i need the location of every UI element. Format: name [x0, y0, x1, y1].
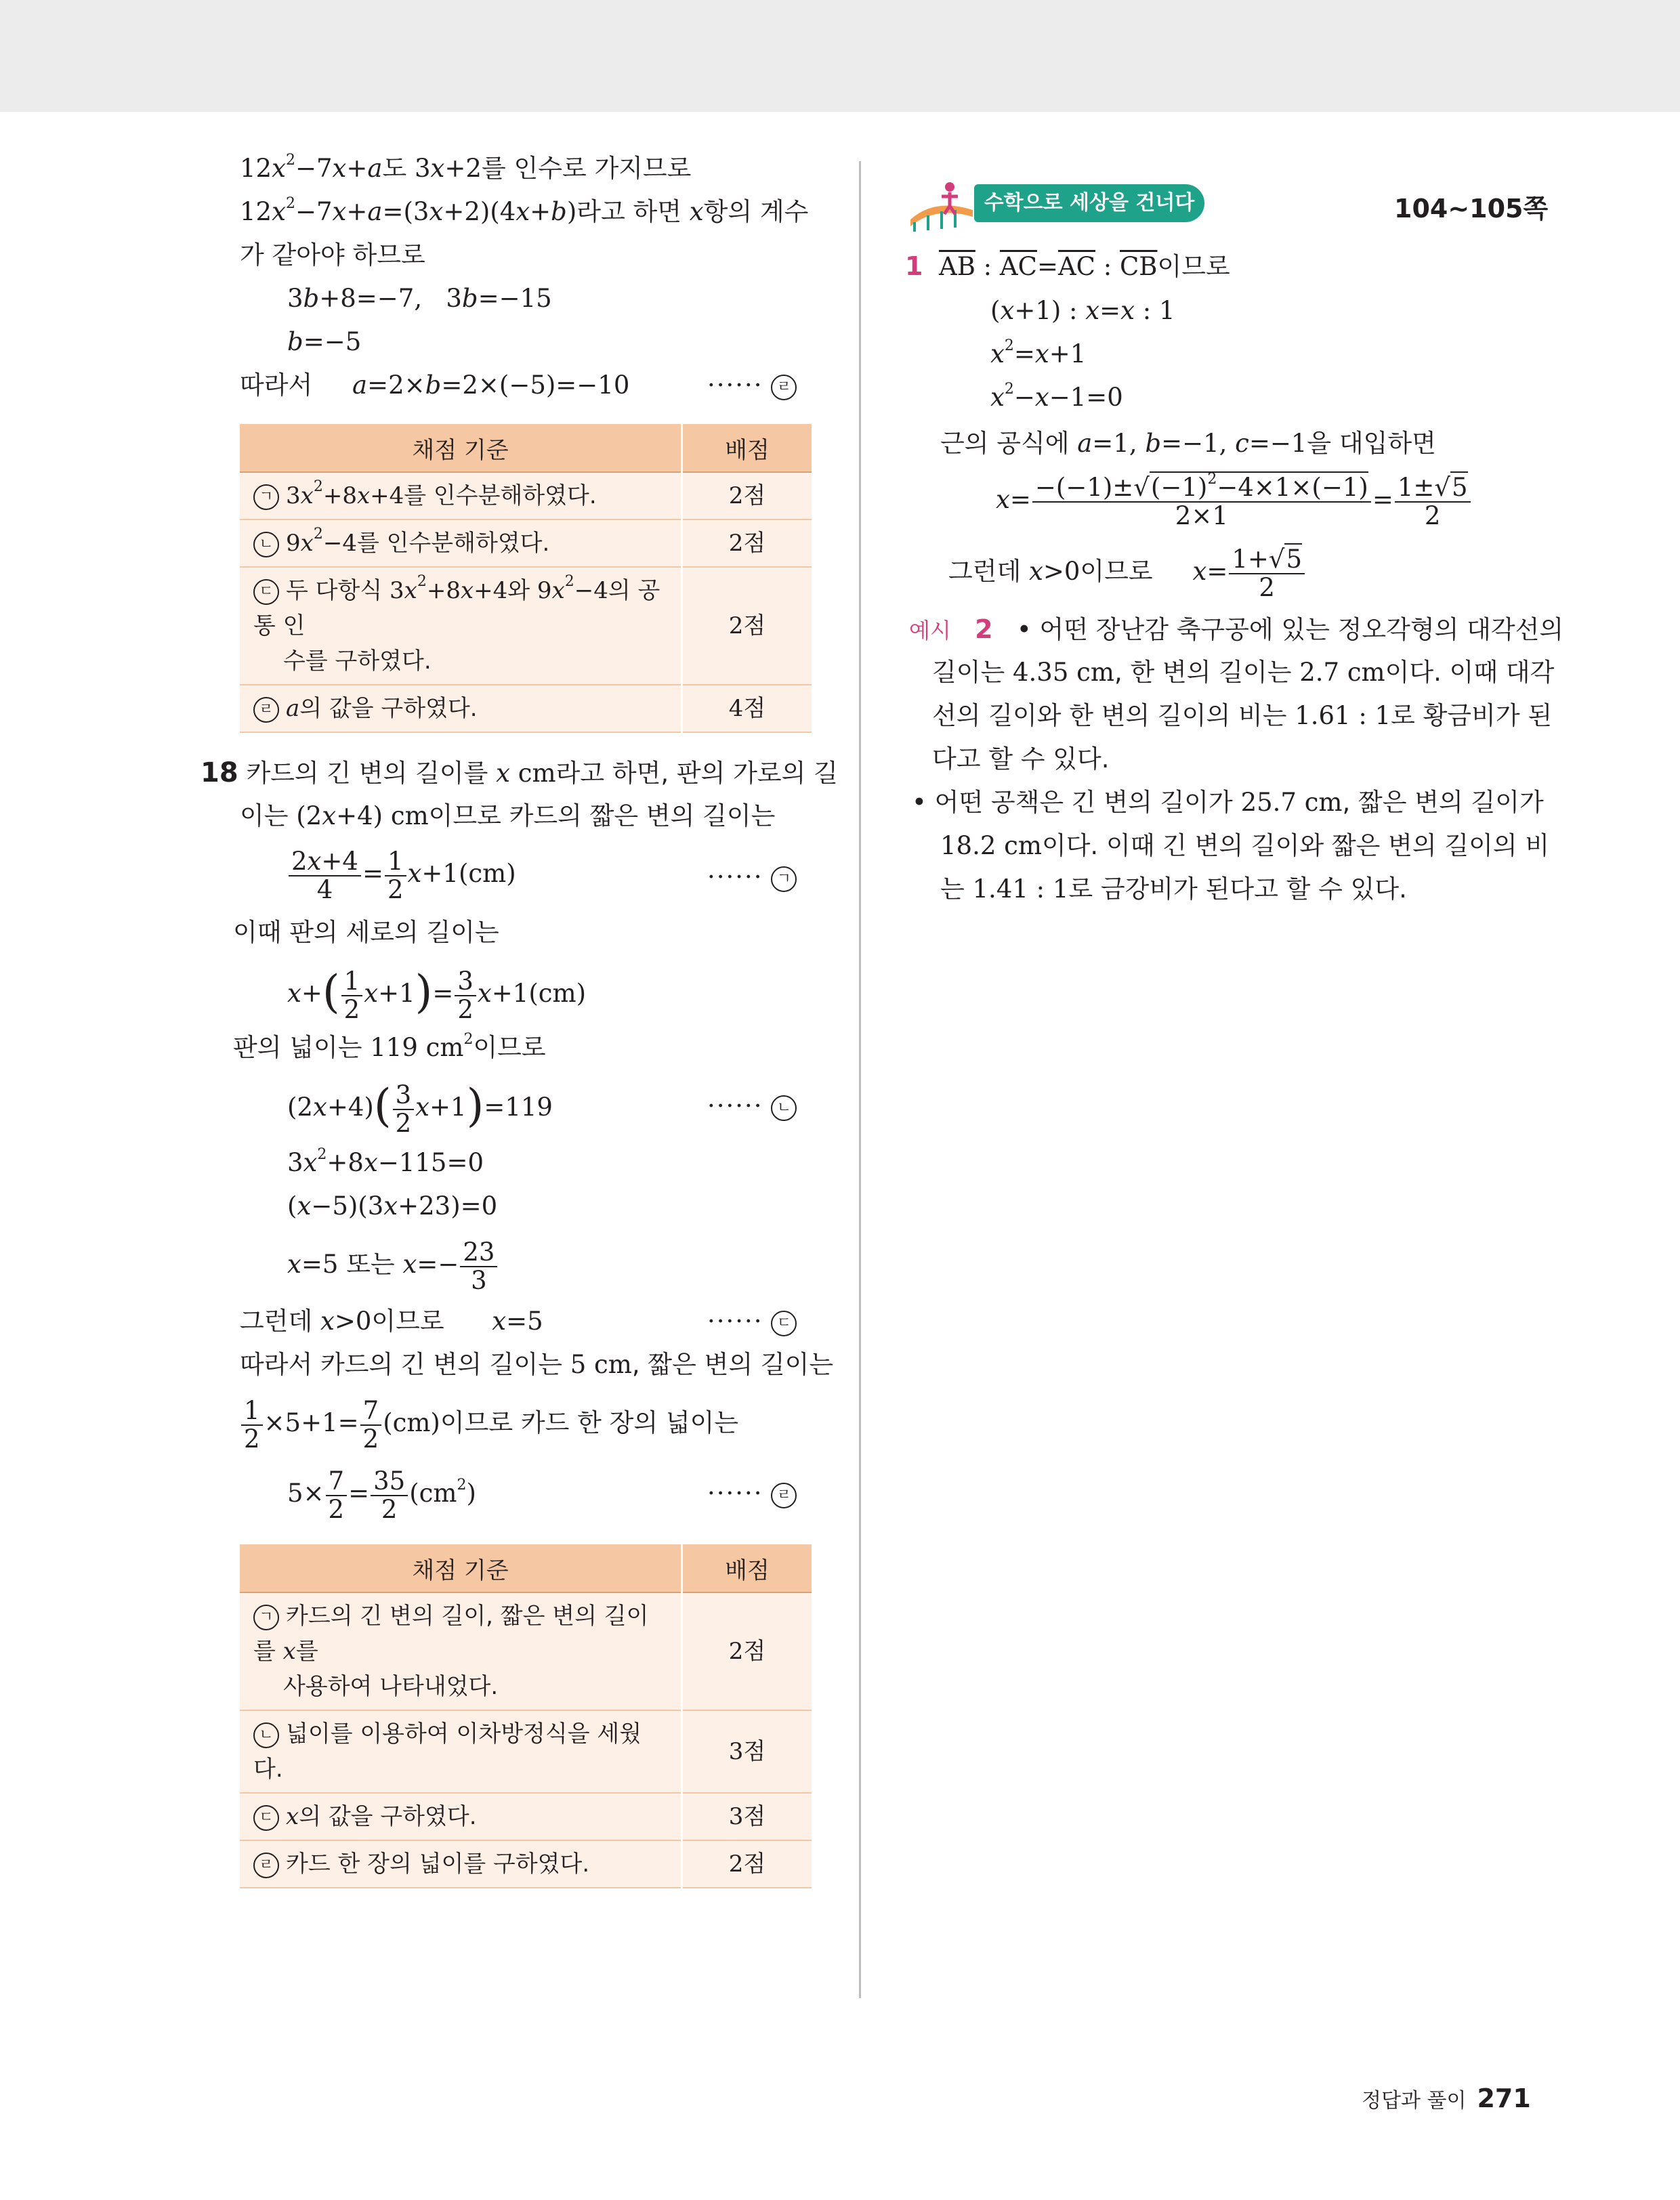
step-marker-4: ······ ㄹ — [707, 370, 797, 401]
p18-line-7: x=5 또는 x=− $\frac{23}{3}$ — [287, 1234, 499, 1295]
example-line-6: 18.2 cm이다. 이때 긴 변의 길이와 짧은 변의 길이의 비 — [940, 831, 1550, 860]
example-line-2: 길이는 4.35 cm, 한 변의 길이는 2.7 cm이다. 이때 대각 — [932, 658, 1555, 687]
grading-table-1 — [240, 424, 812, 733]
example-line-5: • 어떤 공책은 긴 변의 길이가 25.7 cm, 짧은 변의 길이가 — [912, 788, 1544, 817]
bridge-icon — [908, 177, 982, 236]
table1-points-1: 2점 — [682, 472, 812, 520]
q1-line-5: 근의 공식에 a=1, b=−1, c=−1을 대입하면 — [940, 429, 1436, 458]
table-row: ㄷ x의 값을 구하였다. 3점 — [240, 1793, 812, 1840]
footer-label: 정답과 풀이 — [1362, 2089, 1467, 2113]
p18-line-10: $\frac{1}{2}$ ×5+1= $\frac{7}{2}$ (cm)이므로 카드 한 장의 넓이는 — [240, 1394, 738, 1453]
left-line-6: 따라서 a=2×b=2×(−5)=−10 — [240, 371, 630, 400]
p18-eq-height: x+( $\frac{1}{2}$ x+1)= $\frac{3}{2}$ x+1(cm) — [287, 966, 587, 1024]
step-marker-3: ······ ㄷ — [707, 1306, 797, 1337]
p18-eq-short-side: $\frac{2x+4}{4}$ = $\frac{1}{2}$ x+1(cm) — [287, 847, 516, 904]
p18-line-11: 5× $\frac{7}{2}$ = $\frac{35}{2}$ $(cm^2)$ — [287, 1466, 476, 1524]
table-row: ㄹ 카드 한 장의 넓이를 구하였다. 2점 — [240, 1840, 812, 1888]
example-label: 예시 — [909, 618, 951, 643]
p18-line-8: 그런데 x>0이므로 x=5 — [240, 1307, 543, 1336]
page-number: 271 — [1477, 2083, 1531, 2113]
q1-line-4: $x^2-x-1=0$ — [990, 381, 1123, 412]
q1-line-3: $x^2=x+1$ — [990, 337, 1087, 368]
page-footer — [1362, 2083, 1531, 2113]
section-banner — [908, 177, 1195, 236]
p18-line-2: 이는 (2x+4) cm이므로 카드의 짧은 변의 길이는 — [240, 801, 776, 830]
table1-points-4: 4점 — [682, 685, 812, 732]
table2-points-2: 3점 — [682, 1710, 812, 1793]
p18-line-3: 이때 판의 세로의 길이는 — [233, 918, 499, 947]
left-line-5: b=−5 — [287, 327, 362, 356]
p18-number: 18 — [201, 757, 238, 788]
left-line-3: 가 같아야 하므로 — [240, 240, 425, 270]
left-line-1: $12x^2-7x+a$도 3x+2를 인수로 가지므로 — [240, 152, 692, 183]
p18-line-4: 판의 넓이는 119 $cm^2$이므로 — [233, 1031, 546, 1062]
grading-table-2 — [240, 1544, 812, 1888]
q1-number: 1 — [905, 251, 923, 281]
table1-points-3: 2점 — [682, 567, 812, 685]
table2-points-3: 3점 — [682, 1793, 812, 1840]
p18-line-5: $3x^2+8x-115=0$ — [287, 1146, 484, 1177]
page-range: 104~105쪽 — [1394, 194, 1549, 224]
table-row: ㄷ 두 다항식 $3x^2+8x+4$와 $9x^2-4$의 공통 인 수를 구하였다. 2점 — [240, 567, 812, 685]
p18-line-9: 따라서 카드의 긴 변의 길이는 5 cm, 짧은 변의 길이는 — [240, 1350, 834, 1379]
example-line-1: 예시 2 • 어떤 장난감 축구공에 있는 정오각형의 대각선의 — [909, 614, 1564, 644]
table1-header-criteria: 채점 기준 — [240, 424, 682, 472]
banner-title: 수학으로 세상을 건너다 — [974, 184, 1204, 222]
step-marker-2: ······ ㄴ — [707, 1091, 797, 1122]
example-number: 2 — [975, 614, 993, 644]
table1-header-points: 배점 — [682, 424, 812, 472]
step-marker-4b: ······ ㄹ — [707, 1478, 797, 1509]
example-line-3: 선의 길이와 한 변의 길이의 비는 1.61 : 1로 황금비가 된 — [932, 701, 1553, 730]
table2-points-4: 2점 — [682, 1840, 812, 1888]
column-divider — [859, 161, 861, 1998]
q1-line-1: 1 $\overline{AB}$ : $\overline{AC}=\overline{AC}$ : $\overline{CB}$이므로 — [905, 251, 1230, 281]
table-row: ㄴ $9x^2-4$를 인수분해하였다. 2점 — [240, 520, 812, 567]
table-row: ㄱ $3x^2+8x+4$를 인수분해하였다. 2점 — [240, 472, 812, 520]
q1-line-7: 그런데 x>0이므로 x= $\frac{1+√5}{2}$ — [948, 542, 1306, 601]
table-row: ㄴ 넓이를 이용하여 이차방정식을 세웠다. 3점 — [240, 1710, 812, 1793]
p18-line-6: (x−5)(3x+23)=0 — [287, 1191, 498, 1221]
p18-line-1: 18 카드의 긴 변의 길이를 x cm라고 하면, 판의 가로의 길 — [201, 757, 838, 788]
q1-line-6: x= $\frac{-(-1)\pm√(-1)^2-4\times 1\times(-1)}{2\times 1}$ = $\frac{1\pm√5}{2}$ — [996, 470, 1472, 530]
example-line-4: 다고 할 수 있다. — [932, 744, 1110, 774]
p18-eq-area: (2x+4)( $\frac{3}{2}$ x+1)=119 — [287, 1080, 553, 1138]
top-gray-bar — [0, 0, 1680, 112]
q1-line-2: (x+1) : x=x : 1 — [990, 296, 1175, 325]
example-line-7: 는 1.41 : 1로 금강비가 된다고 할 수 있다. — [940, 874, 1407, 904]
table2-points-1: 2점 — [682, 1592, 812, 1710]
table1-points-2: 2점 — [682, 520, 812, 567]
left-line-4: 3b+8=−7, 3b=−15 — [287, 284, 552, 313]
table-row: ㄱ 카드의 긴 변의 길이, 짧은 변의 길이를 x를 사용하여 나타내었다. 2점 — [240, 1592, 812, 1710]
step-marker-1: ······ ㄱ — [707, 862, 797, 893]
left-line-2: $12x^2-7x+a=(3x+2)(4x+b)$라고 하면 x항의 계수 — [240, 195, 809, 226]
table2-header-points: 배점 — [682, 1544, 812, 1592]
table-row: ㄹ a의 값을 구하였다. 4점 — [240, 685, 812, 732]
table2-header-criteria: 채점 기준 — [240, 1544, 682, 1592]
